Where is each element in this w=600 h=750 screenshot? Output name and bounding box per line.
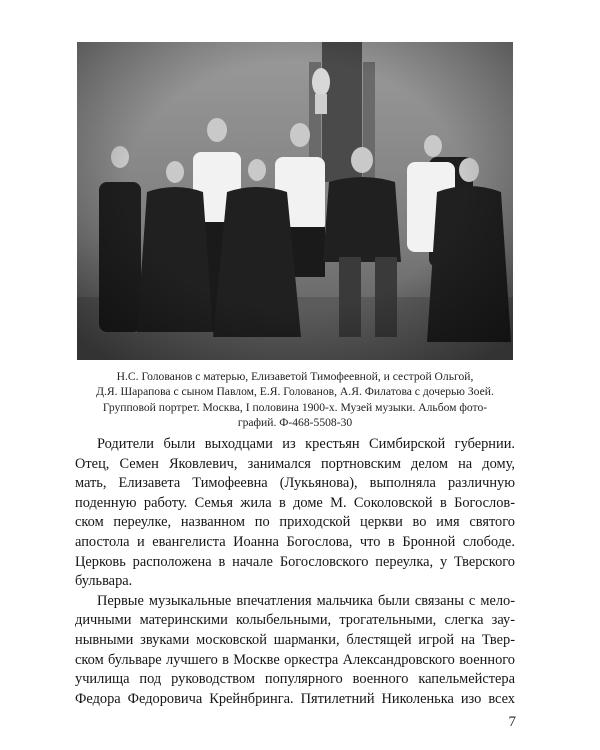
paragraph-2: [75, 592, 515, 710]
page-number: 7: [508, 714, 516, 730]
text-line: бульвара.: [75, 573, 133, 590]
caption-line: графий. Ф-468-5508-30: [237, 415, 353, 429]
text-line: поденную работу. Семья жила в доме М. Соколовской в Богослов-: [75, 494, 515, 511]
paragraph-1: [75, 435, 515, 592]
caption-line: Д.Я. Шарапова с сыном Павлом, Е.Я. Голованов, А.Я. Филатова с дочерью Зоей.: [96, 385, 494, 399]
photo-caption: [70, 369, 520, 430]
text-line: Первые музыкальные впечатления мальчика были связаны с мело-: [97, 592, 515, 609]
text-line: Церковь расположена в начале Богословского переулка, у Тверского: [75, 553, 515, 570]
text-line: училища под руководством популярного военного капельмейстера: [75, 671, 515, 688]
text-line: Родители были выходцами из крестьян Симбирской губернии.: [97, 436, 515, 452]
text-line: дичными материнскими колыбельными, трогательными, слегка зау-: [75, 612, 515, 629]
text-line: Отец, Семен Яковлевич, занимался портновским делом на дому,: [75, 455, 515, 472]
group-portrait-photo: [77, 42, 513, 360]
photo-image: [77, 42, 513, 360]
caption-line: Групповой портрет. Москва, I половина 1900-х. Музей музыки. Альбом фото-: [102, 400, 488, 414]
text-line: нывными звуками московской шарманки, блестящей игрой на Твер-: [75, 631, 515, 648]
text-line: Федора Федоровича Крейнбринга. Пятилетний Николенька изо всех: [75, 690, 515, 707]
text-line: мать, Елизавета Тимофеевна (Лукьянова), выполняла различную: [75, 475, 515, 492]
text-line: апостола и евангелиста Иоанна Богослова, что в Бронной слободе.: [75, 533, 515, 550]
body-text: [75, 435, 515, 709]
caption-line: Н.С. Голованов с матерью, Елизаветой Тимофеевной, и сестрой Ольгой,: [116, 370, 474, 383]
text-line: ском бульваре лучшего в Москве оркестра Александровского военного: [75, 651, 515, 668]
text-line: ском переулке, названном по приходской церкви во имя святого: [75, 514, 515, 531]
